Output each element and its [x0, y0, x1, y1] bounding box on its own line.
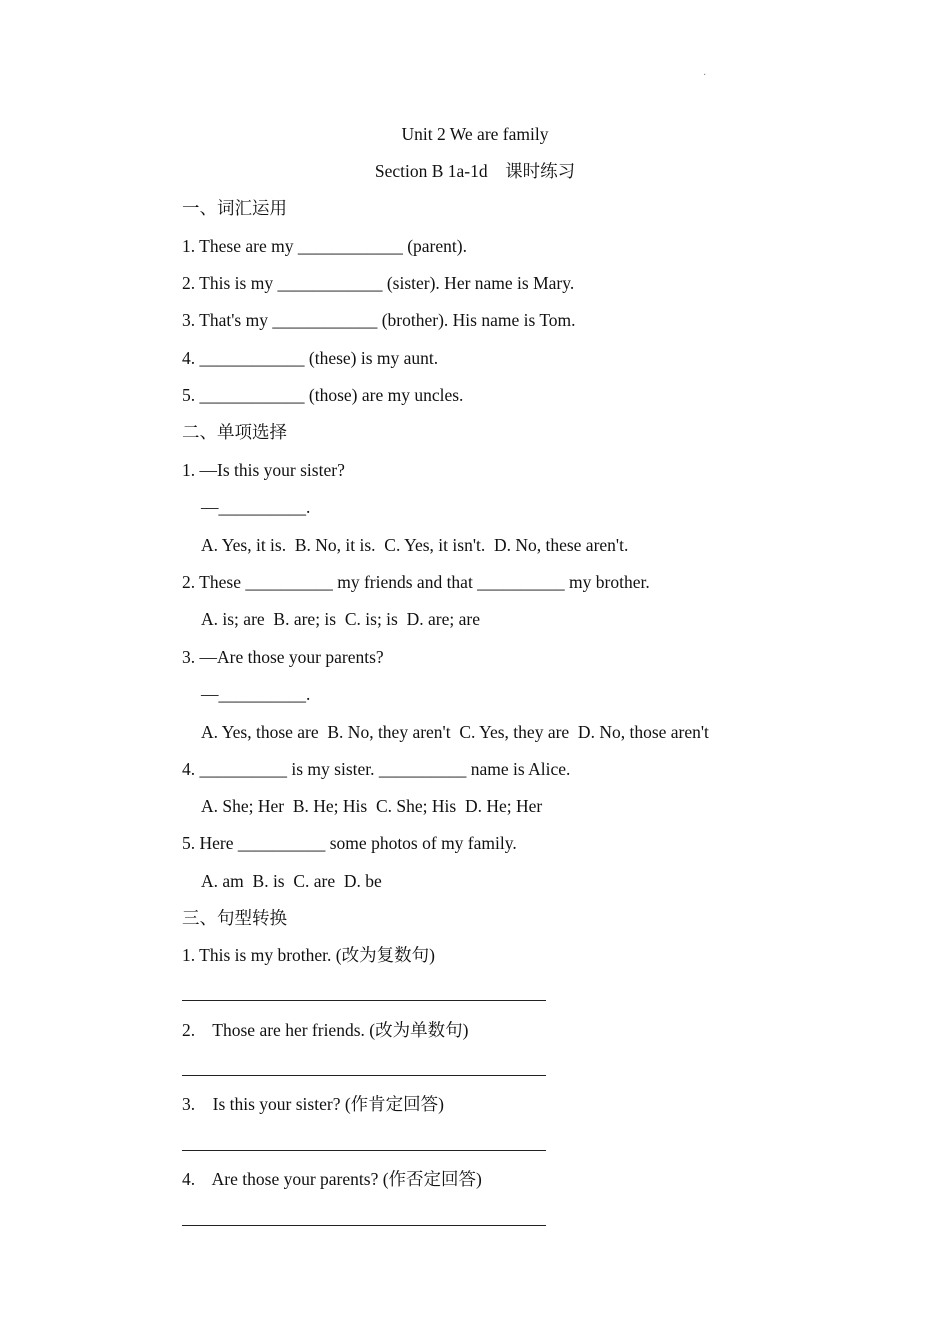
section2-q1-options: A. Yes, it is. B. No, it is. C. Yes, it isn't. D. No, these aren't. — [201, 535, 629, 555]
section2-q4-stem: 4. __________ is my sister. __________ name is Alice. — [182, 759, 571, 779]
section2-q1-reply: —__________. — [201, 497, 311, 517]
section3-answer-line-2[interactable] — [182, 1075, 546, 1076]
section2-q5-stem: 5. Here __________ some photos of my family. — [182, 833, 517, 853]
section3-item-3: 3. Is this your sister? (作肯定回答) — [182, 1094, 444, 1114]
section3-answer-line-3[interactable] — [182, 1150, 546, 1151]
section2-q3-options: A. Yes, those are B. No, they aren't C. Yes, they are D. No, those aren't — [201, 722, 709, 742]
section1-item-5: 5. ____________ (those) are my uncles. — [182, 385, 464, 405]
worksheet-subtitle: Section B 1a-1d 课时练习 — [374, 161, 576, 181]
section1-item-1: 1. These are my ____________ (parent). — [182, 236, 467, 256]
section3-answer-line-1[interactable] — [182, 1000, 546, 1001]
section2-q3-stem: 3. —Are those your parents? — [182, 647, 384, 667]
section1-item-3: 3. That's my ____________ (brother). His name is Tom. — [182, 310, 576, 330]
section2-q5-options: A. am B. is C. are D. be — [201, 871, 382, 891]
section2-q2-stem: 2. These __________ my friends and that __________ my brother. — [182, 572, 650, 592]
section3-item-4: 4. Are those your parents? (作否定回答) — [182, 1169, 482, 1189]
section2-q2-options: A. is; are B. are; is C. is; is D. are; are — [201, 609, 480, 629]
section3-heading: 三、句型转换 — [182, 908, 287, 928]
section3-item-1: 1. This is my brother. (改为复数句) — [182, 945, 435, 965]
worksheet-title: Unit 2 We are family — [401, 124, 549, 144]
section2-heading: 二、单项选择 — [182, 422, 287, 442]
header-dot: · — [703, 70, 707, 81]
section1-item-4: 4. ____________ (these) is my aunt. — [182, 348, 439, 368]
section2-q4-options: A. She; Her B. He; His C. She; His D. He; Her — [201, 796, 543, 816]
section1-item-2: 2. This is my ____________ (sister). Her name is Mary. — [182, 273, 575, 293]
section3-item-2: 2. Those are her friends. (改为单数句) — [182, 1020, 469, 1040]
section2-q3-reply: —__________. — [201, 684, 311, 704]
section3-answer-line-4[interactable] — [182, 1225, 546, 1226]
section1-heading: 一、词汇运用 — [182, 198, 287, 218]
section2-q1-stem: 1. —Is this your sister? — [182, 460, 345, 480]
